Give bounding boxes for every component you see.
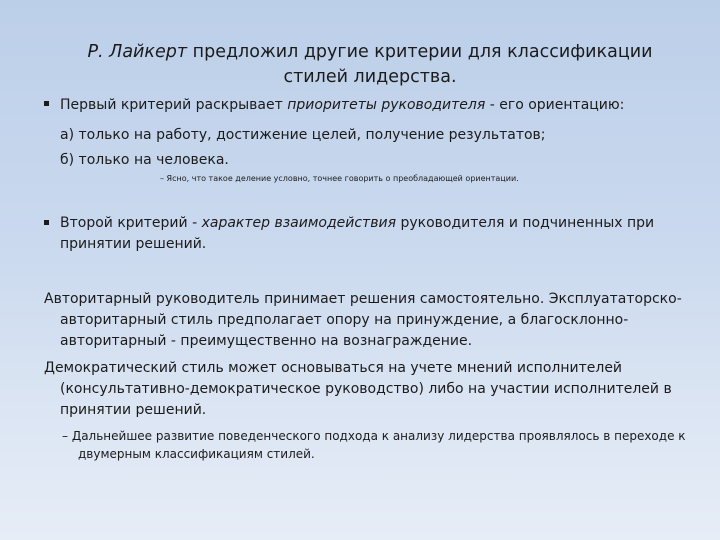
bullet-first-criterion bbox=[60, 95, 700, 116]
slide-title bbox=[60, 40, 680, 90]
paragraph-authoritarian: Авторитарный руководитель принимает решения самостоятельно. Эксплуататорско-авторитарный стиль предполагает опору на принуждение, а благосклонно-авторитарный - преимущественно на вознаграждение. bbox=[44, 291, 682, 349]
bullet1-emph: приоритеты руководителя bbox=[287, 97, 486, 113]
title-text: предложил другие критерии для классификации стилей лидерства. bbox=[187, 42, 653, 87]
bullet2-prefix: Второй критерий - bbox=[60, 215, 202, 231]
note-small: – Ясно, что такое деление условно, точнее говорить о преобладающей ориентации. bbox=[160, 174, 519, 183]
bullet2-suffix: руководителя и подчиненных при принятии решений. bbox=[60, 215, 655, 252]
item-a: а) только на работу, достижение целей, получение результатов; bbox=[60, 127, 546, 143]
bullet1-prefix: Первый критерий раскрывает bbox=[60, 97, 288, 113]
sub-note: – Дальнейшее развитие поведенческого подхода к анализу лидерства проявлялось в переходе к двумерным классификациям стилей. bbox=[62, 429, 686, 461]
bullet2-emph: характер взаимодействия bbox=[201, 215, 396, 231]
item-b: б) только на человека. bbox=[60, 152, 229, 168]
bullet-marker bbox=[44, 220, 49, 225]
paragraph-democratic: Демократический стиль может основываться на учете мнений исполнителей (консультативно-демократическое руководство) либо на участии исполнителей в принятии решений. bbox=[44, 360, 672, 418]
bullet-second-criterion bbox=[60, 213, 690, 255]
bullet1-suffix: - его ориентацию: bbox=[485, 97, 625, 113]
bullet-marker bbox=[44, 101, 49, 106]
title-author: Р. Лайкерт bbox=[87, 42, 188, 62]
